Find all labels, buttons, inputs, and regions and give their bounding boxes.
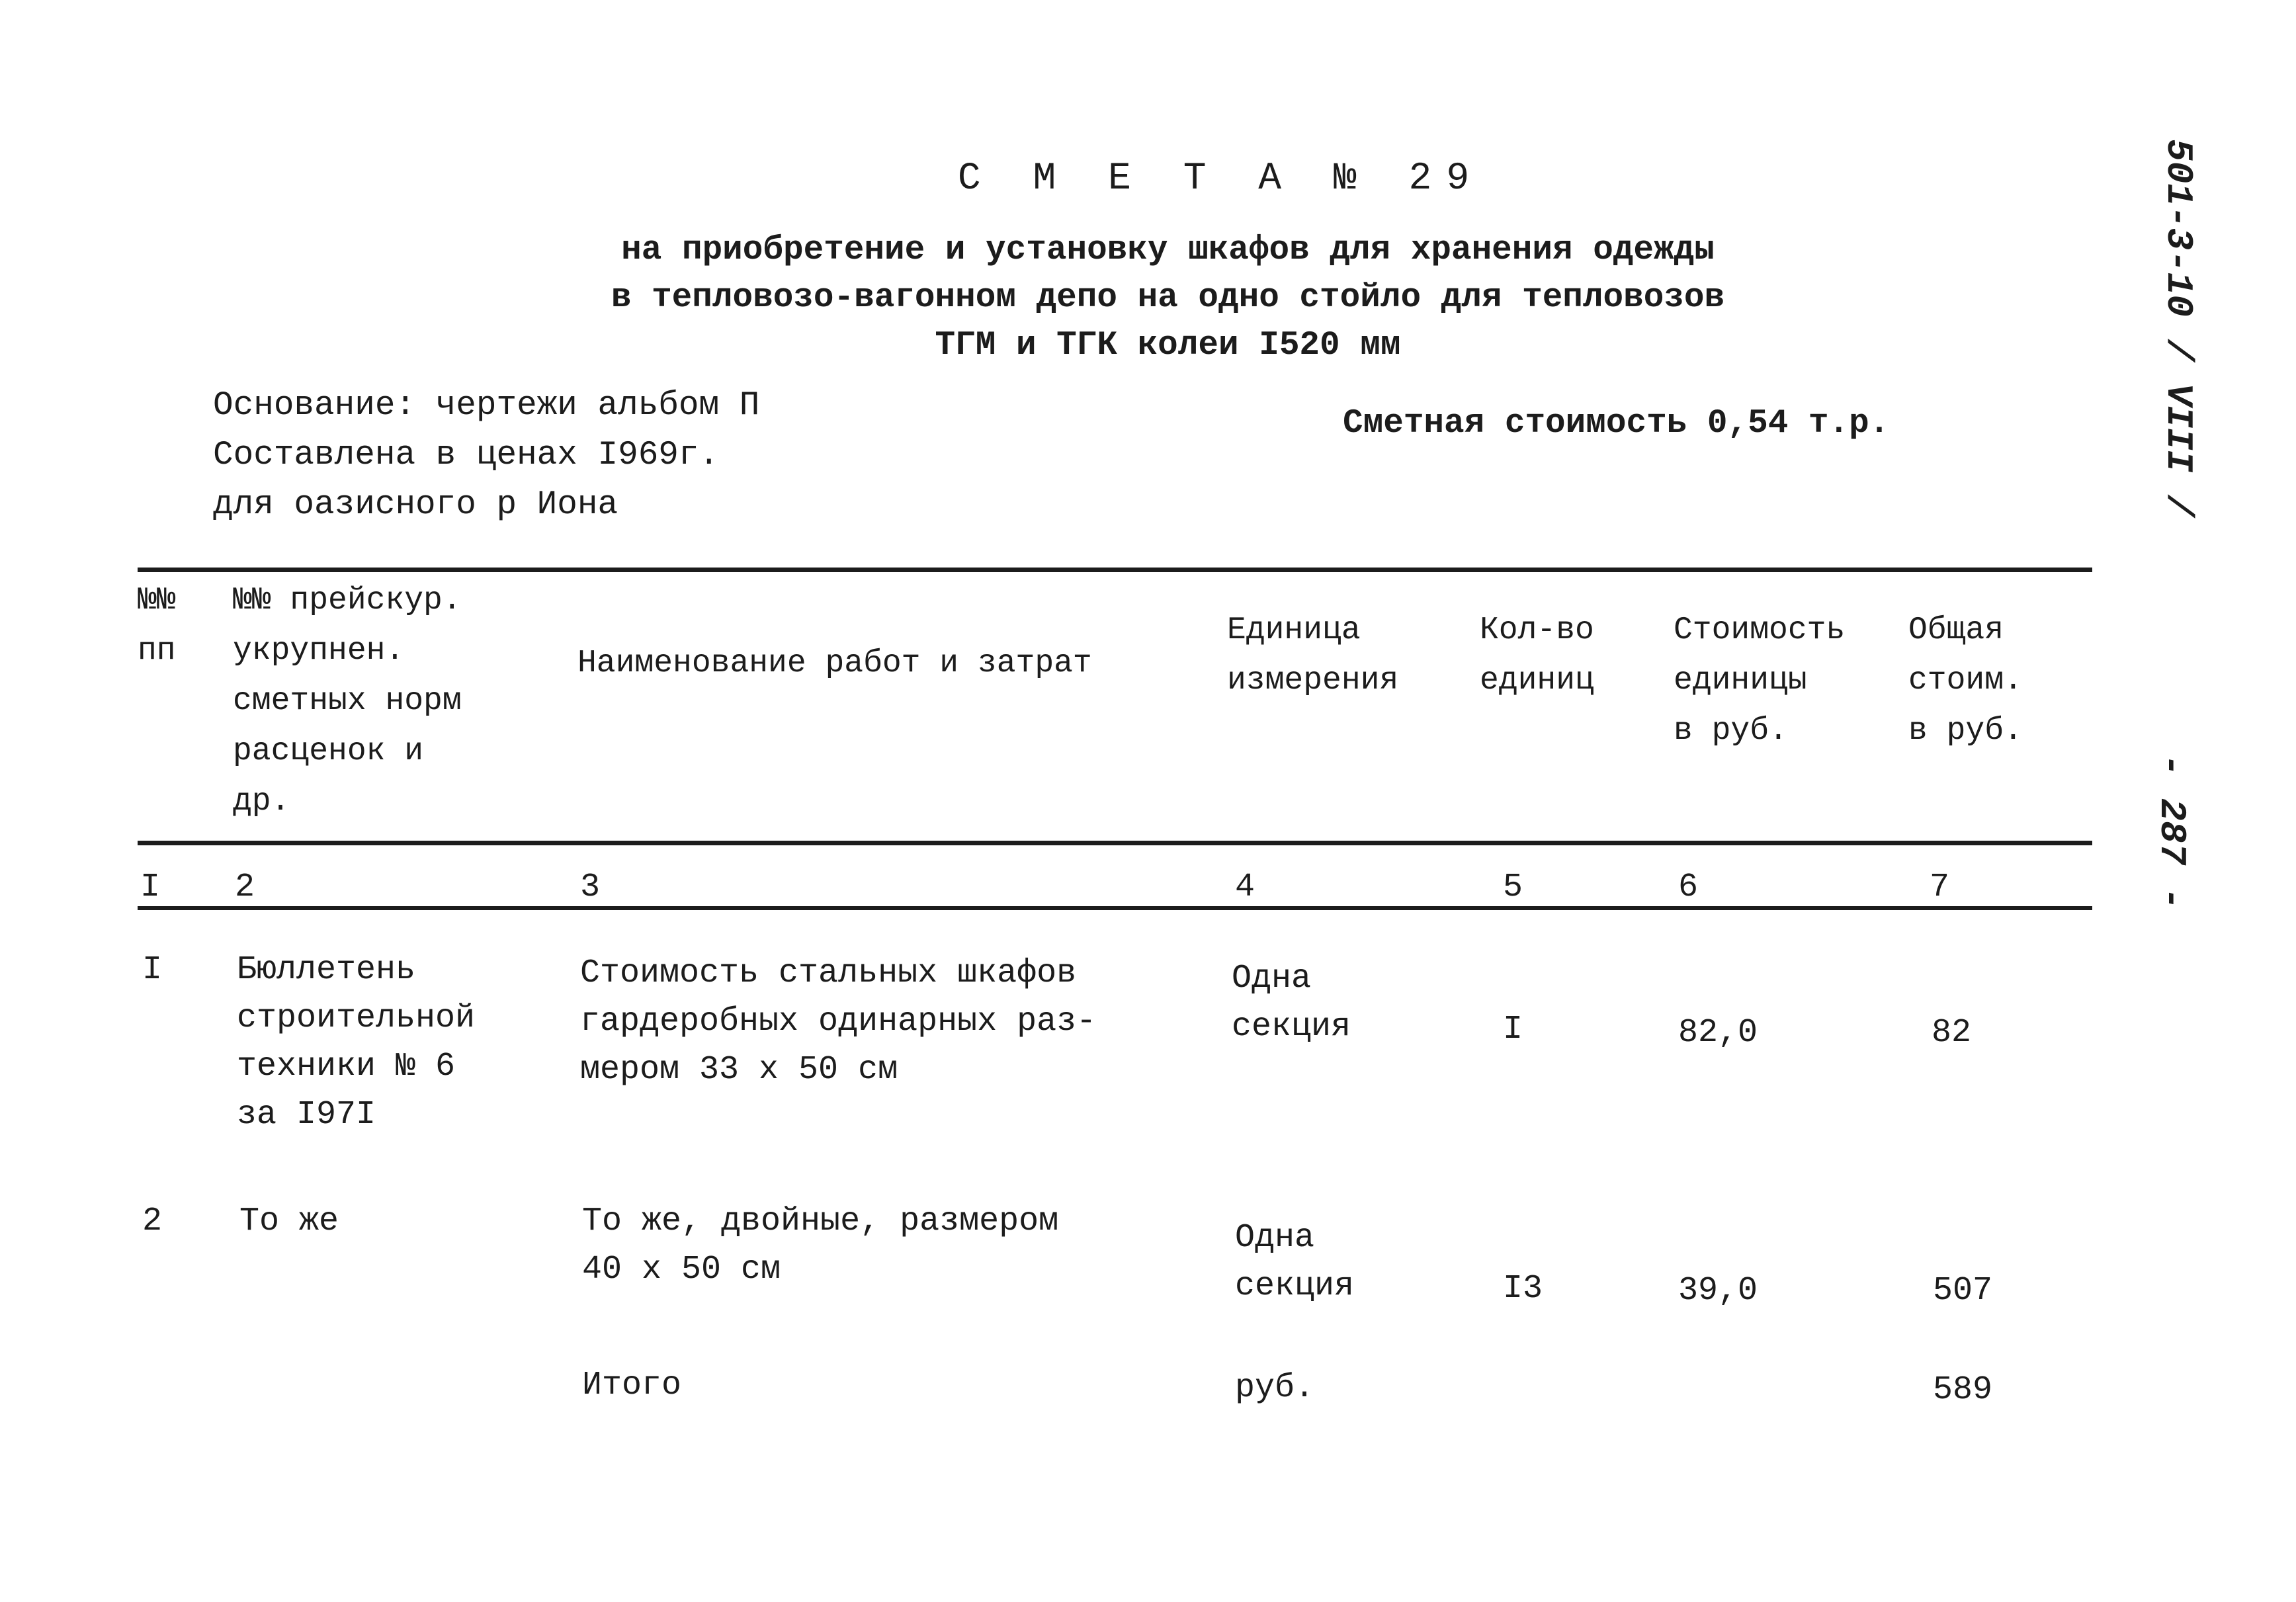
- estimated-cost: Сметная стоимость 0,54 т.р.: [1343, 405, 1890, 443]
- row1-unit: Одна секция: [1232, 960, 1351, 1046]
- row2-ref: То же: [239, 1202, 339, 1240]
- row2-qty: I3: [1503, 1270, 1543, 1308]
- total-sum: 589: [1933, 1371, 1993, 1409]
- table-top-rule: [138, 568, 2092, 572]
- subtitle-line-3: ТГМ и ТГК колеи I520 мм: [935, 327, 1401, 364]
- row2-unit-cost: 39,0: [1678, 1272, 1758, 1310]
- header-col5: Кол-во единиц: [1480, 612, 1594, 698]
- row1-total: 82: [1932, 1014, 1972, 1052]
- table-header-rule: [138, 841, 2092, 845]
- header-col2: №№ прейскур. укрупнен. сметных норм расценок и др.: [233, 583, 462, 820]
- margin-page-number: - 287 -: [2150, 754, 2193, 910]
- subtitle-line-2: в тепловозо-вагонном депо на одно стойло для тепловозов: [611, 279, 1725, 317]
- header-col7: Общая стоим. в руб.: [1908, 612, 2023, 749]
- header-col4: Единица измерения: [1227, 612, 1399, 698]
- colnum-4: 4: [1235, 868, 1255, 906]
- region-text: для оазисного р Иона: [213, 486, 618, 524]
- row2-unit: Одна секция: [1235, 1219, 1355, 1305]
- row2-name: То же, двойные, размером 40 х 50 см: [582, 1202, 1059, 1288]
- subtitle-line-1: на приобретение и установку шкафов для хранения одежды: [621, 232, 1715, 269]
- header-col3: Наименование работ и затрат: [577, 646, 1092, 681]
- header-col1: №№ пп: [138, 583, 176, 669]
- margin-document-code: 501-3-10 / VIII /: [2157, 139, 2199, 517]
- row1-name: Стоимость стальных шкафов гардеробных одинарных раз- мером 33 х 50 см: [580, 954, 1097, 1089]
- total-label: Итого: [582, 1367, 682, 1404]
- colnum-5: 5: [1503, 868, 1523, 906]
- row1-unit-cost: 82,0: [1678, 1014, 1758, 1052]
- basis-text: Основание: чертежи альбом П: [213, 387, 760, 425]
- table-colnum-rule: [138, 906, 2092, 910]
- colnum-1: I: [140, 868, 161, 906]
- total-unit: руб.: [1235, 1369, 1315, 1407]
- header-col6: Стоимость единицы в руб.: [1674, 612, 1846, 749]
- row2-num: 2: [142, 1202, 163, 1240]
- colnum-2: 2: [235, 868, 255, 906]
- document-title: С М Е Т А № 29: [957, 157, 1484, 200]
- colnum-7: 7: [1930, 868, 1950, 906]
- row2-total: 507: [1933, 1272, 1993, 1310]
- row1-ref: Бюллетень строительной техники № 6 за I97I: [237, 951, 476, 1134]
- row1-num: I: [142, 951, 163, 989]
- row1-qty: I: [1503, 1011, 1523, 1048]
- colnum-3: 3: [580, 868, 601, 906]
- colnum-6: 6: [1678, 868, 1699, 906]
- prices-text: Составлена в ценах I969г.: [213, 437, 720, 474]
